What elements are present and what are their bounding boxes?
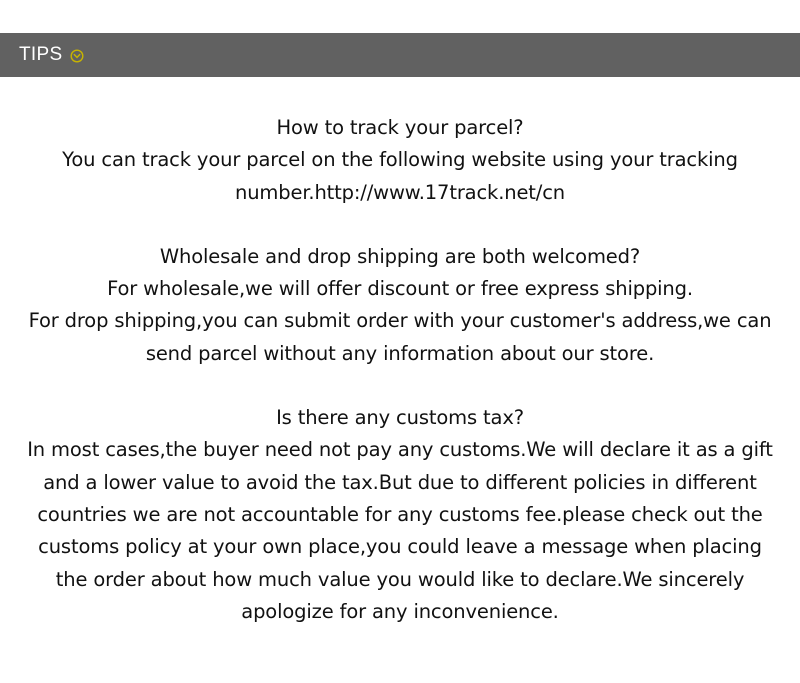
faq-section-wholesale [0, 241, 800, 370]
tips-title: TIPS [19, 44, 63, 65]
faq-answer-line: In most cases,the buyer need not pay any customs.We will declare it as a gift [27, 438, 773, 462]
faq-answer-line: and a lower value to avoid the tax.But due to different policies in different [43, 470, 757, 494]
faq-section-customs [0, 402, 800, 628]
faq-answer-line: For wholesale,we will offer discount or free express shipping. [107, 277, 693, 301]
faq-section-tracking [0, 112, 800, 209]
faq-answer-line: the order about how much value you would like to declare.We sincerely [55, 567, 745, 591]
faq-answer-line: You can track your parcel on the following website using your tracking [62, 148, 738, 172]
faq-answer-line: apologize for any inconvenience. [241, 599, 559, 623]
faq-answer-line: number.http://www.17track.net/cn [235, 180, 565, 204]
faq-answer-line: For drop shipping,you can submit order with your customer's address,we can [28, 309, 772, 333]
chevron-down-circle-icon[interactable] [70, 48, 84, 62]
faq-answer-line: send parcel without any information about our store. [145, 341, 655, 365]
faq-question: Wholesale and drop shipping are both welcomed? [159, 244, 641, 268]
faq-answer-line: countries we are not accountable for any customs fee.please check out the [37, 502, 763, 526]
tips-header-bar [0, 33, 800, 77]
faq-answer-line: customs policy at your own place,you could leave a message when placing [38, 535, 762, 559]
faq-question: Is there any customs tax? [276, 406, 524, 430]
faq-content [0, 112, 800, 660]
faq-question: How to track your parcel? [276, 116, 524, 139]
